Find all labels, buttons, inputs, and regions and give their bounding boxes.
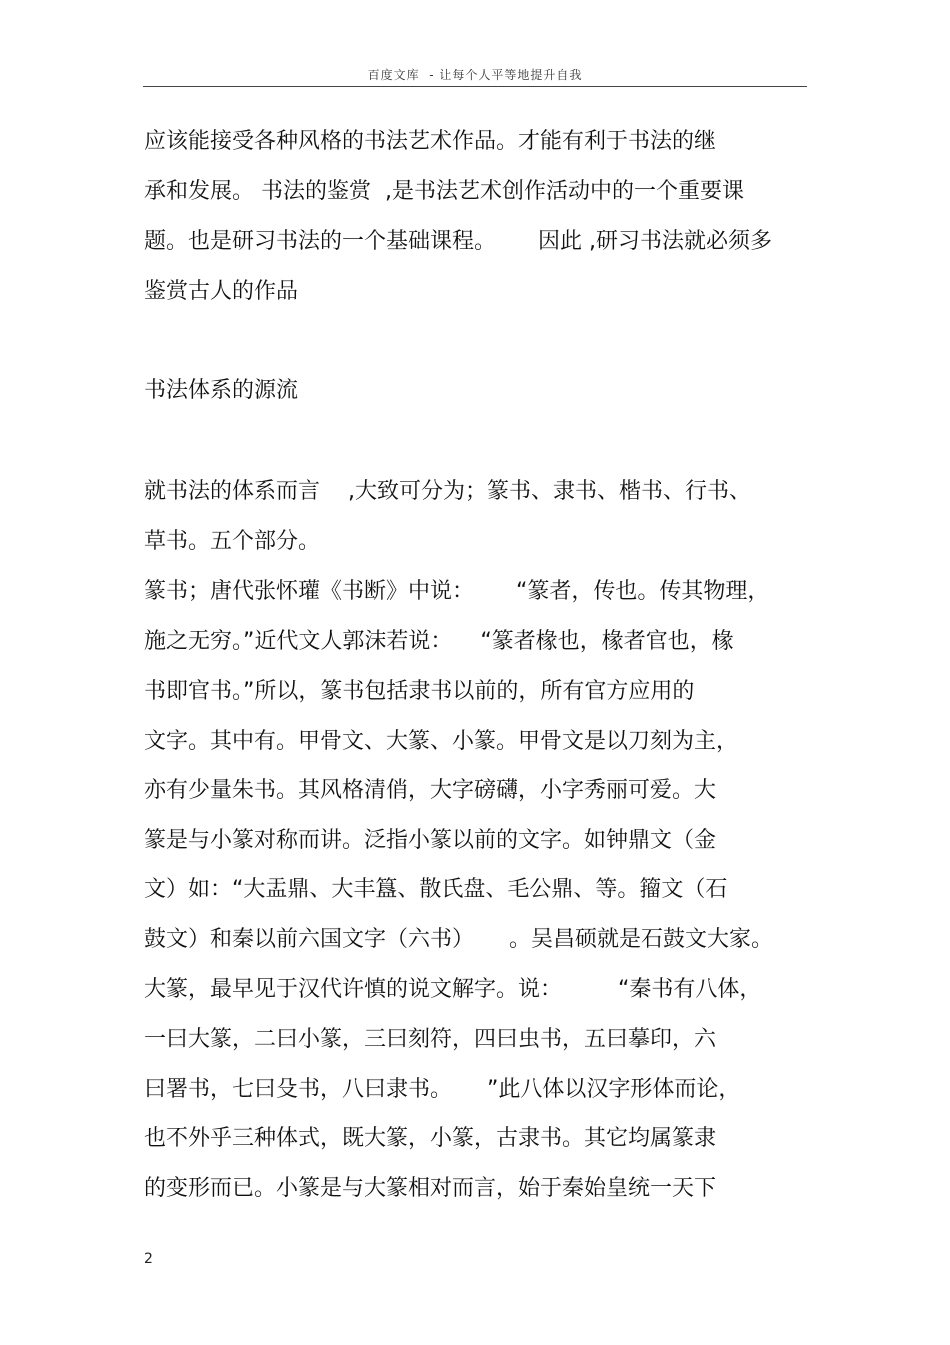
header-divider [143, 86, 807, 87]
body-line: 大篆，最早见于汉代许慎的说文解字。说： “秦书有八体， [144, 977, 762, 1002]
body-line: 鼓文）和秦以前六国文字（六书） 。吴昌硕就是石鼓文大家。 [144, 927, 773, 952]
body-line: 篆书；唐代张怀瓘《书断》中说： “篆者，传也。传其物理， [144, 579, 770, 604]
body-line: 曰署书，七曰殳书，八曰隶书。 ”此八体以汉字形体而论， [144, 1077, 741, 1102]
body-line: 一曰大篆，二曰小篆，三曰刻符，四曰虫书，五曰摹印，六 [144, 1027, 717, 1052]
body-line: 文字。其中有。甲骨文、大篆、小篆。甲骨文是以刀刻为主， [144, 729, 739, 754]
body-line: 文）如：“大盂鼎、大丰簋、散氏盘、毛公鼎、等。籀文（石 [144, 877, 728, 902]
body-line: 草书。五个部分。 [144, 529, 321, 554]
body-line: 书即官书。”所以，篆书包括隶书以前的，所有官方应用的 [144, 679, 695, 704]
body-line: 亦有少量朱书。其风格清俏，大字磅礴，小字秀丽可爱。大 [144, 778, 717, 803]
body-line: 也不外乎三种体式，既大篆，小篆，古隶书。其它均属篆隶 [144, 1126, 717, 1151]
page-header-title: 百度文库 - 让每个人平等地提升自我 [367, 68, 583, 82]
body-line: 篆是与小篆对称而讲。泛指小篆以前的文字。如钟鼎文（金 [144, 828, 717, 853]
page-number: 2 [144, 1251, 153, 1267]
body-line: 施之无穷。”近代文人郭沫若说： “篆者椽也，椽者官也，椽 [144, 629, 734, 654]
section-heading: 书法体系的源流 [144, 378, 299, 403]
body-line: 鉴赏古人的作品 [144, 279, 299, 304]
body-line: 就书法的体系而言 ,大致可分为；篆书、隶书、楷书、行书、 [144, 479, 751, 504]
body-line: 的变形而已。小篆是与大篆相对而言，始于秦始皇统一天下 [144, 1176, 717, 1201]
body-line: 承和发展。 书法的鉴赏 ,是书法艺术创作活动中的一个重要课 [144, 179, 744, 204]
body-line: 应该能接受各种风格的书法艺术作品。才能有利于书法的继 [144, 129, 717, 154]
body-line: 题。也是研习书法的一个基础课程。 因此 ,研习书法就必须多 [144, 229, 772, 254]
